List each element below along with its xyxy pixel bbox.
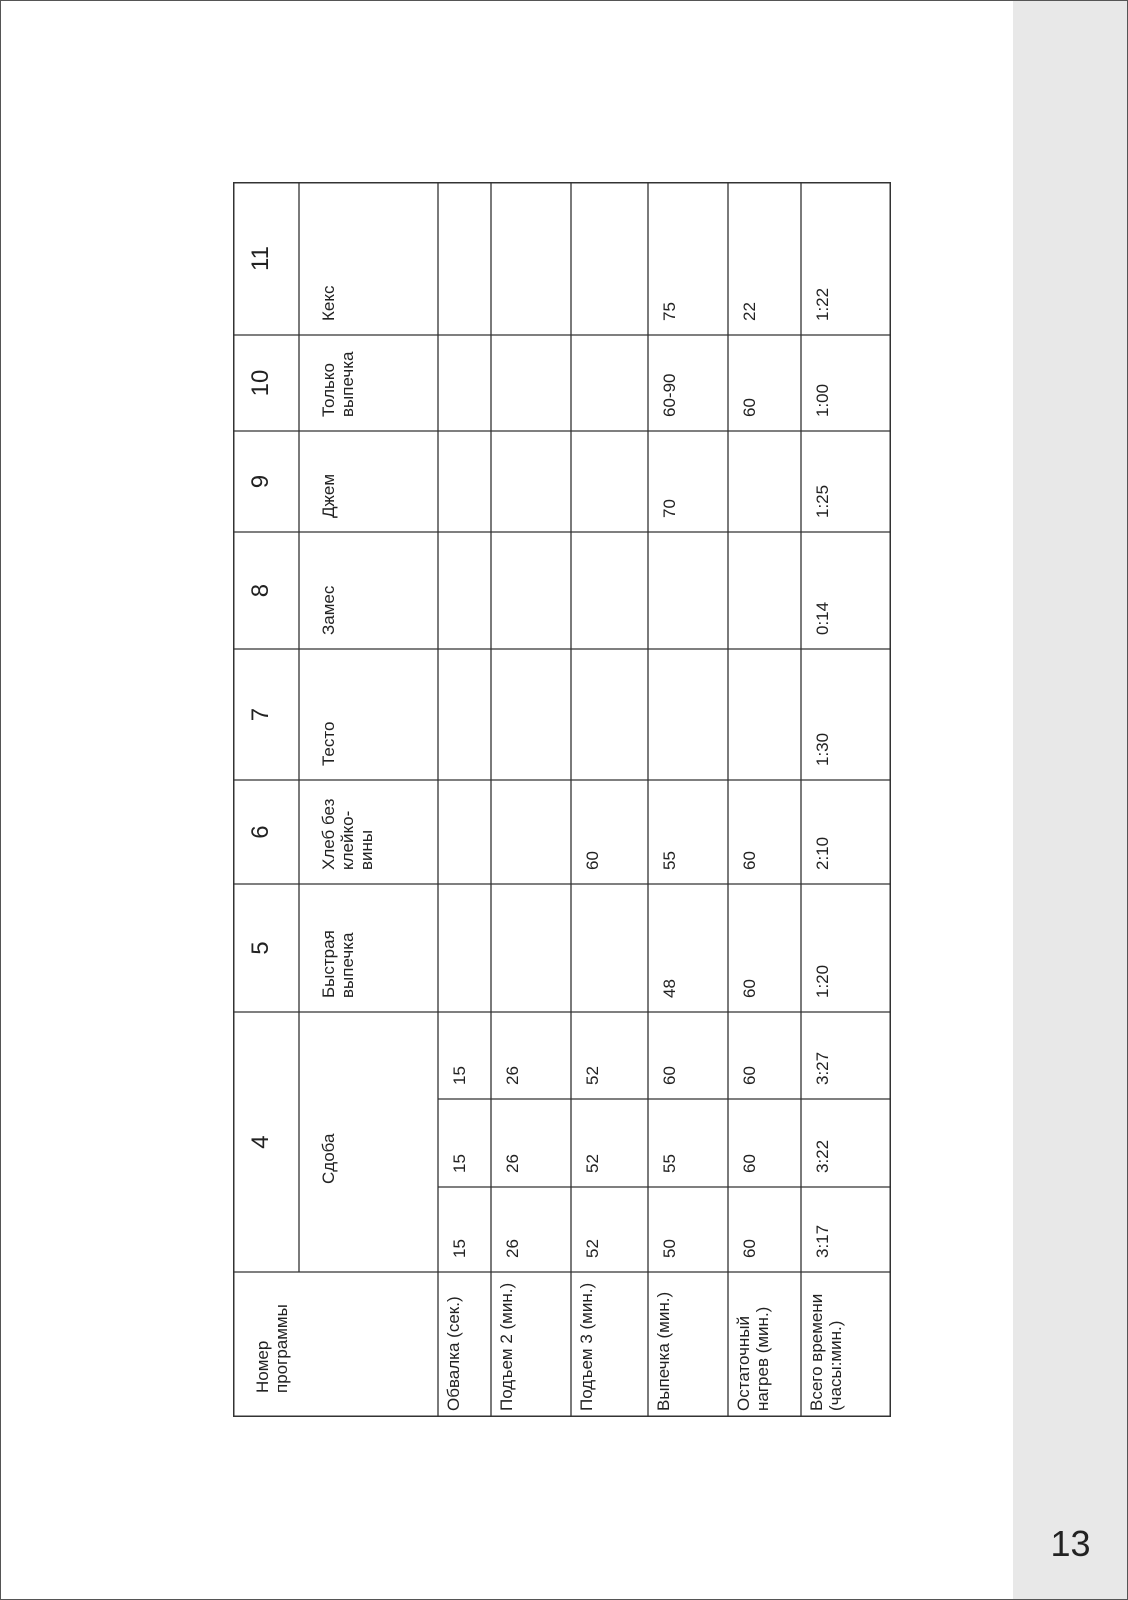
table-cell-value: 70 xyxy=(660,499,679,518)
program-name: Быстрая выпечка xyxy=(319,930,357,998)
table-cell-value: 26 xyxy=(503,1154,522,1173)
table-cell-value: 60 xyxy=(660,1066,679,1085)
table-cell-value: 22 xyxy=(740,302,759,321)
table-cell-value: 2:10 xyxy=(813,836,832,870)
page-margin-strip xyxy=(1013,0,1128,1600)
table-cell-value: 15 xyxy=(450,1066,469,1085)
row-label: Всего времени (часы:мин.) xyxy=(807,1293,845,1411)
program-name: Только выпечка xyxy=(319,351,357,417)
table-cell-value: 60 xyxy=(583,851,602,870)
row-label: Подъем 2 (мин.) xyxy=(497,1282,516,1411)
table-cell-value: 1:22 xyxy=(813,287,832,321)
table-cell-value: 0:14 xyxy=(813,601,832,635)
table-cell-value: 26 xyxy=(503,1066,522,1085)
table-cell-value: 1:00 xyxy=(813,383,832,417)
program-name: Хлеб без клейко-вины xyxy=(319,798,376,870)
program-table xyxy=(233,182,891,1417)
table-cell-value: 3:27 xyxy=(813,1051,832,1085)
program-name: Замес xyxy=(319,585,338,635)
program-number: 10 xyxy=(247,369,274,397)
table-cell-value: 1:30 xyxy=(813,732,832,766)
program-number: 7 xyxy=(247,707,274,722)
program-number: 11 xyxy=(247,246,274,271)
program-number: 6 xyxy=(247,825,274,839)
program-name: Тесто xyxy=(319,721,338,766)
row-label: Остаточный нагрев (мин.) xyxy=(734,1306,772,1411)
table-cell-value: 52 xyxy=(583,1239,602,1258)
program-number: 4 xyxy=(247,1135,274,1149)
row-header-label: Номер программы xyxy=(253,1304,291,1393)
table-cell-value: 60 xyxy=(740,398,759,417)
table-cell-value: 60 xyxy=(740,1239,759,1258)
table-cell-value: 55 xyxy=(660,1154,679,1173)
program-number: 8 xyxy=(247,583,274,598)
program-name: Сдоба xyxy=(319,1133,338,1184)
table-cell-value: 60 xyxy=(740,1154,759,1173)
table-cell-value: 1:20 xyxy=(813,964,832,998)
program-name: Джем xyxy=(319,473,338,518)
table-cell-value: 52 xyxy=(583,1154,602,1173)
program-name: Кекс xyxy=(319,285,338,321)
table-cell-value: 48 xyxy=(660,979,679,998)
page-number: 13 xyxy=(1050,1523,1091,1564)
row-label: Подъем 3 (мин.) xyxy=(577,1282,596,1411)
table-cell-value: 15 xyxy=(450,1154,469,1173)
program-number: 5 xyxy=(247,941,274,955)
table-cell-value: 75 xyxy=(660,302,679,321)
table-cell-value: 55 xyxy=(660,851,679,870)
table-cell-value: 60-90 xyxy=(660,373,679,417)
program-number: 9 xyxy=(247,474,274,489)
table-cell-value: 52 xyxy=(583,1066,602,1085)
table-cell-value: 26 xyxy=(503,1239,522,1258)
table-cell-value: 3:22 xyxy=(813,1139,832,1173)
table-cell-value: 60 xyxy=(740,979,759,998)
table-cell-value: 60 xyxy=(740,851,759,870)
table-cell-value: 3:17 xyxy=(813,1224,832,1258)
table-cell-value: 1:25 xyxy=(813,484,832,518)
table-cell-value: 50 xyxy=(660,1239,679,1258)
row-label: Обвалка (сек.) xyxy=(444,1296,463,1411)
table-cell-value: 60 xyxy=(740,1066,759,1085)
table-cell-value: 15 xyxy=(450,1239,469,1258)
row-label: Выпечка (мин.) xyxy=(654,1291,673,1411)
